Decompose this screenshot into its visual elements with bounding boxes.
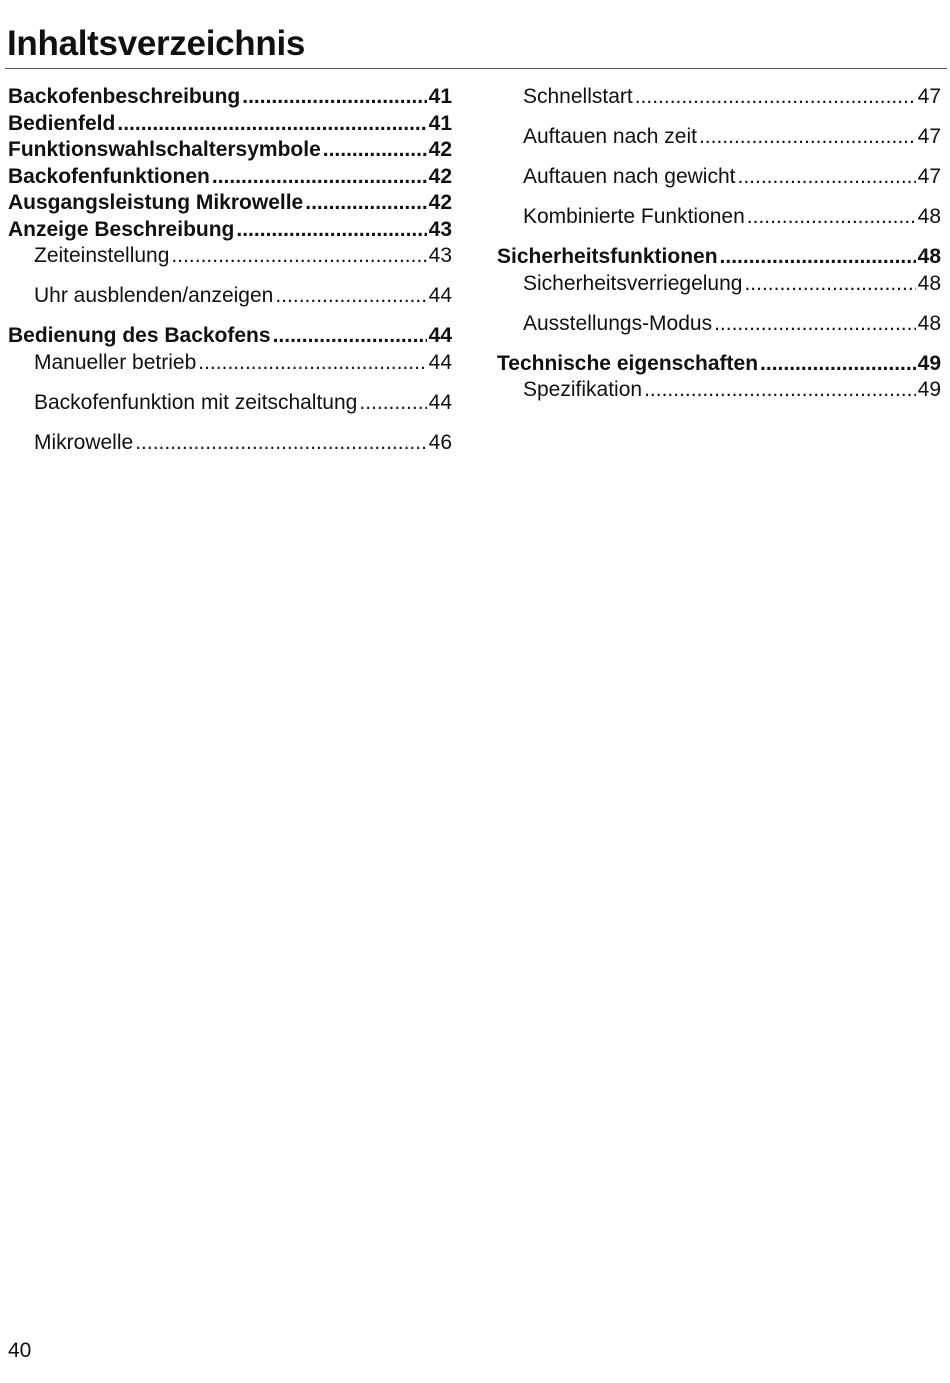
toc-entry[interactable] [8,190,452,217]
toc-entry-page: 41 [428,111,452,135]
toc-entry[interactable] [497,271,941,311]
toc-entry-page: 44 [428,284,452,307]
toc-entry-label: Bedienung des Backofens [8,324,271,347]
toc-entry-page: 49 [917,351,941,375]
toc-entry-page: 49 [917,378,941,401]
toc-entry-label: Funktionswahlschaltersymbole [8,138,321,161]
toc-dot-leader [737,164,915,190]
toc-entry[interactable] [497,124,941,164]
toc-entry-page: 48 [917,205,941,228]
toc-entry-label: Ausgangsleistung Mikrowelle [8,191,304,214]
toc-entry[interactable] [8,243,452,283]
toc-dot-leader [720,244,916,271]
toc-entry-label: Auftauen nach gewicht [523,165,736,188]
toc-entry[interactable] [8,390,452,430]
title-divider [5,68,947,69]
toc-entry-page: 46 [428,430,452,454]
toc-dot-leader [236,217,426,244]
toc-entry[interactable] [8,111,452,138]
toc-dot-leader [305,190,426,217]
toc-dot-leader [747,204,916,230]
toc-entry-label: Anzeige Beschreibung [8,217,235,241]
toc-entry-page: 44 [428,350,452,374]
toc-entry[interactable] [8,217,452,244]
toc-dot-leader [275,283,426,309]
toc-entry-label: Bedienfeld [8,111,116,135]
toc-entry-label: Sicherheitsverriegelung [523,271,743,295]
toc-entry-page: 42 [428,138,452,161]
toc-entry-page: 48 [917,245,941,268]
toc-entry[interactable] [8,164,452,191]
toc-entry[interactable] [8,137,452,164]
toc-dot-leader [644,377,916,403]
toc-entry-page: 47 [917,165,941,188]
toc-entry-label: Uhr ausblenden/anzeigen [34,284,274,307]
toc-dot-leader [714,311,916,337]
toc-entry-label: Backofenbeschreibung [8,85,241,108]
toc-entry[interactable] [497,164,941,204]
toc-entry[interactable] [8,350,452,390]
toc-dot-leader [699,124,916,150]
toc-entry-label: Kombinierte Funktionen [523,205,745,228]
toc-entry-page: 44 [428,324,452,347]
toc-entry-label: Mikrowelle [34,430,134,454]
toc-left-column [8,84,452,470]
toc-dot-leader [117,111,426,138]
toc-dot-leader [273,323,427,350]
toc-entry-label: Backofenfunktionen [8,164,210,188]
toc-entry-label: Ausstellungs-Modus [523,311,713,335]
toc-entry[interactable] [497,244,941,271]
toc-entry-page: 48 [917,311,941,335]
toc-entry[interactable] [497,351,941,378]
toc-entry-page: 47 [917,85,941,108]
toc-entry-label: Auftauen nach zeit [523,125,697,148]
toc-entry[interactable] [8,283,452,323]
toc-dot-leader [760,351,916,378]
toc-right-column [497,84,941,417]
toc-entry-page: 47 [917,125,941,148]
toc-dot-leader [135,430,426,456]
toc-entry-page: 42 [428,191,452,214]
toc-entry-label: Technische eigenschaften [497,351,759,375]
toc-entry[interactable] [497,204,941,244]
toc-entry-page: 48 [917,271,941,295]
toc-entry-label: Manueller betrieb [34,350,197,374]
toc-dot-leader [359,390,426,416]
toc-entry[interactable] [8,84,452,111]
toc-dot-leader [242,84,426,111]
toc-dot-leader [635,84,916,110]
toc-entry-page: 41 [428,85,452,108]
toc-entry[interactable] [8,430,452,470]
page-title: Inhaltsverzeichnis [7,24,306,63]
toc-entry[interactable] [497,84,941,124]
toc-entry-label: Spezifikation [523,378,643,401]
toc-dot-leader [198,350,426,376]
toc-dot-leader [323,137,427,164]
toc-entry-page: 44 [428,390,452,414]
toc-entry-page: 43 [428,244,452,267]
toc-entry-label: Sicherheitsfunktionen [497,245,718,268]
toc-dot-leader [171,243,426,269]
toc-entry[interactable] [497,377,941,417]
toc-entry-page: 43 [428,217,452,241]
toc-entry[interactable] [497,311,941,351]
toc-dot-leader [212,164,427,191]
page-number: 40 [8,1339,32,1362]
toc-entry-label: Backofenfunktion mit zeitschaltung [34,390,358,414]
toc-entry[interactable] [8,323,452,350]
toc-entry-label: Zeiteinstellung [34,244,170,267]
toc-entry-page: 42 [428,164,452,188]
toc-dot-leader [744,271,915,297]
toc-entry-label: Schnellstart [523,85,633,108]
